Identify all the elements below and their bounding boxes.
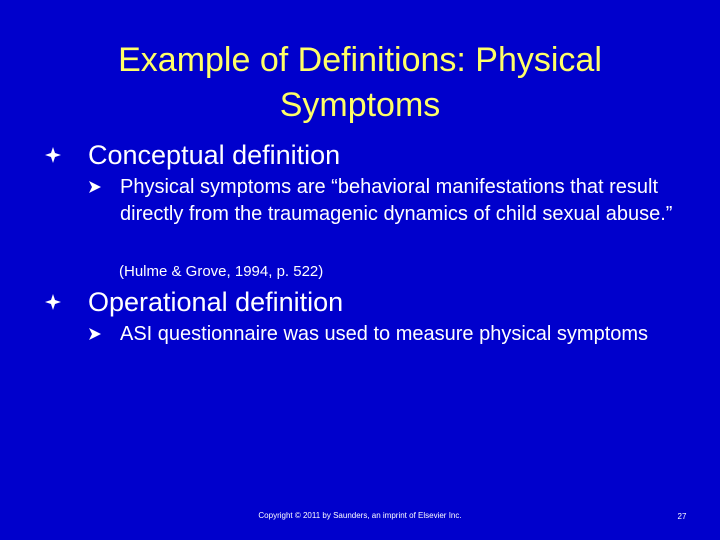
sub-bullet-conceptual <box>88 174 688 228</box>
copyright-footer: Copyright © 2011 by Saunders, an imprint of Elsevier Inc. <box>258 511 462 520</box>
bullet-operational-definition <box>44 286 343 318</box>
sub-bullet-text: Physical symptoms are “behavioral manifestations that result directly from the traumagenic dynamics of child sexual abuse.” <box>120 176 673 225</box>
sub-bullet-text: ASI questionnaire was used to measure physical symptoms <box>120 323 649 345</box>
slide-title-line-2: Symptoms <box>279 86 441 124</box>
citation: (Hulme & Grove, 1994, p. 522) <box>119 263 324 280</box>
slide-title <box>60 38 660 128</box>
slide-number: 27 <box>677 512 687 521</box>
sparkle-bullet-icon <box>44 293 62 311</box>
bullet-conceptual-definition <box>44 139 340 171</box>
slide-title-line-1: Example of Definitions: Physical <box>118 41 602 79</box>
arrowhead-bullet-icon <box>88 327 102 341</box>
bullet-label: Operational definition <box>88 287 344 317</box>
sub-bullet-operational <box>88 321 688 348</box>
arrowhead-bullet-icon <box>88 180 102 194</box>
bullet-label: Conceptual definition <box>88 140 341 170</box>
sparkle-bullet-icon <box>44 146 62 164</box>
